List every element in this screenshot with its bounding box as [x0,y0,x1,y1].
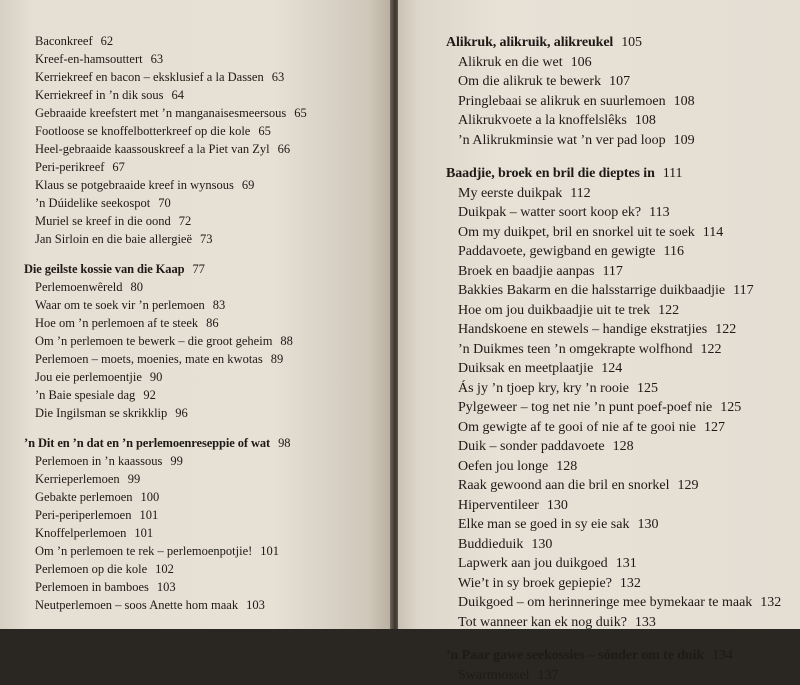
entry-page-number: 122 [700,342,721,357]
entry-title: ’n Alikrukminsie wat ’n ver pad loop [458,133,666,148]
toc-entry [35,560,307,578]
entry-page-number: 103 [157,580,176,594]
entry-title: Perlemoen in ’n kaassous [35,454,162,468]
entry-title: Perlemoenwêreld [35,280,122,294]
toc-entry [35,158,307,176]
section-page-number: 98 [278,436,290,450]
toc-entry [35,368,307,386]
entry-page-number: 96 [175,406,188,420]
section-heading [24,260,307,278]
entry-page-number: 116 [664,244,684,259]
entry-title: Klaus se potgebraaide kreef in wynsous [35,178,234,192]
entry-title: Bakkies Bakarm en die halsstarrige duikbaadjie [458,283,725,298]
entry-title: Om die alikruk te bewerk [458,74,601,89]
left-table-of-contents [24,32,307,614]
entry-page-number: 137 [538,668,559,683]
entry-title: Die Ingilsman se skrikklip [35,406,167,420]
toc-entry [35,212,307,230]
section-page-number: 105 [621,35,642,50]
toc-section [24,32,307,248]
entry-title: Buddieduik [458,537,523,552]
entry-page-number: 101 [134,526,153,540]
entry-page-number: 73 [200,232,213,246]
entry-title: Lapwerk aan jou duikgoed [458,556,608,571]
section-title: Baadjie, broek en bril die dieptes in [446,166,655,181]
entry-title: Ás jy ’n tjoep kry, kry ’n rooie [458,381,629,396]
entry-page-number: 62 [101,34,114,48]
entry-title: Kerriekreef in ’n dik sous [35,88,163,102]
entry-title: Swartmossel [458,668,530,683]
toc-entry [35,404,307,422]
entry-title: Jou eie perlemoentjie [35,370,142,384]
toc-entry [35,314,307,332]
entry-page-number: 83 [213,298,226,312]
toc-entry [458,418,781,438]
entry-page-number: 64 [171,88,184,102]
toc-entry [35,68,307,86]
entry-title: Om ’n perlemoen te bewerk – die groot geheim [35,334,272,348]
entry-title: Raak gewoond aan die bril en snorkel [458,478,670,493]
toc-entry [35,578,307,596]
toc-entry [35,542,307,560]
entry-page-number: 70 [158,196,171,210]
entry-page-number: 128 [556,459,577,474]
entry-page-number: 130 [547,498,568,513]
toc-entry [458,457,781,477]
entry-title: Neutperlemoen – soos Anette hom maak [35,598,238,612]
entry-page-number: 133 [635,615,656,630]
entry-title: Duiksak en meetplaatjie [458,361,593,376]
entry-title: Kreef-en-hamsouttert [35,52,143,66]
toc-entry [35,296,307,314]
toc-entry [458,262,781,282]
toc-entry [35,32,307,50]
entry-page-number: 65 [294,106,307,120]
entry-page-number: 108 [635,113,656,128]
entry-title: Om gewigte af te gooi of nie af te gooi nie [458,420,696,435]
entry-title: Baconkreef [35,34,93,48]
right-table-of-contents [446,33,781,685]
toc-entry [35,506,307,524]
entry-page-number: 80 [130,280,143,294]
entry-page-number: 101 [139,508,158,522]
toc-entry [35,278,307,296]
toc-entry [458,301,781,321]
entry-title: Hiperventileer [458,498,539,513]
entry-title: ’n Baie spesiale dag [35,388,135,402]
toc-entry [458,613,781,633]
toc-entry [35,140,307,158]
toc-section [446,646,781,685]
entry-page-number: 132 [620,576,641,591]
section-title: ’n Dit en ’n dat en ’n perlemoenreseppie of wat [24,436,270,450]
entry-page-number: 125 [720,400,741,415]
section-heading [24,434,307,452]
toc-entry [35,524,307,542]
toc-entry [458,574,781,594]
entry-list [458,53,781,151]
entry-title: Pylgeweer – tog net nie ’n punt poef-poef nie [458,400,712,415]
entry-list [458,184,781,633]
entry-title: Handskoene en stewels – handige ekstratjies [458,322,707,337]
entry-page-number: 102 [155,562,174,576]
entry-page-number: 69 [242,178,255,192]
entry-title: Perlemoen in bamboes [35,580,149,594]
toc-entry [35,86,307,104]
entry-page-number: 103 [246,598,265,612]
entry-page-number: 90 [150,370,163,384]
toc-entry [458,53,781,73]
entry-page-number: 122 [715,322,736,337]
entry-page-number: 99 [128,472,141,486]
toc-section [24,434,307,614]
entry-page-number: 63 [151,52,164,66]
entry-page-number: 124 [601,361,622,376]
entry-page-number: 101 [260,544,279,558]
toc-entry [458,359,781,379]
toc-entry [458,320,781,340]
toc-entry [458,340,781,360]
entry-title: Hoe om jou duikbaadjie uit te trek [458,303,650,318]
entry-list [35,452,307,614]
entry-title: Duikgoed – om herinneringe mee bymekaar te maak [458,595,752,610]
toc-entry [458,515,781,535]
toc-entry [458,223,781,243]
entry-title: Jan Sirloin en die baie allergieë [35,232,192,246]
toc-entry [458,398,781,418]
entry-page-number: 130 [531,537,552,552]
toc-section [24,260,307,422]
toc-entry [458,379,781,399]
entry-title: Alikruk en die wet [458,55,563,70]
toc-section [446,33,781,150]
left-page [0,0,392,629]
toc-entry [458,281,781,301]
toc-section [446,164,781,632]
entry-title: Knoffelperlemoen [35,526,126,540]
entry-page-number: 99 [170,454,183,468]
entry-title: Alikrukvoete a la knoffelslêks [458,113,627,128]
toc-entry [35,350,307,368]
entry-title: Gebraaide kreefstert met ’n manganaisesmeersous [35,106,286,120]
toc-entry [458,92,781,112]
entry-page-number: 129 [678,478,699,493]
section-heading [446,33,781,53]
entry-title: Elke man se goed in sy eie sak [458,517,629,532]
toc-entry [458,535,781,555]
entry-page-number: 128 [613,439,634,454]
entry-page-number: 122 [658,303,679,318]
section-page-number: 111 [663,166,683,181]
entry-page-number: 88 [280,334,293,348]
entry-page-number: 65 [258,124,271,138]
entry-page-number: 130 [637,517,658,532]
entry-page-number: 92 [143,388,156,402]
entry-title: Duikpak – watter soort koop ek? [458,205,641,220]
entry-page-number: 100 [141,490,160,504]
entry-page-number: 132 [760,595,781,610]
entry-title: Duik – sonder paddavoete [458,439,605,454]
entry-title: Broek en baadjie aanpas [458,264,594,279]
entry-title: Oefen jou longe [458,459,548,474]
toc-entry [35,452,307,470]
entry-page-number: 108 [674,94,695,109]
entry-title: Perlemoen – moets, moenies, mate en kwotas [35,352,263,366]
toc-entry [35,50,307,68]
toc-entry [458,476,781,496]
section-title: Die geilste kossie van die Kaap [24,262,184,276]
section-heading [446,164,781,184]
entry-list [35,32,307,248]
entry-title: Tot wanneer kan ek nog duik? [458,615,627,630]
toc-entry [35,488,307,506]
entry-title: Paddavoete, gewigband en gewigte [458,244,656,259]
section-page-number: 134 [712,648,733,663]
entry-page-number: 117 [602,264,622,279]
entry-page-number: 72 [179,214,192,228]
toc-entry [458,131,781,151]
entry-page-number: 113 [649,205,669,220]
entry-title: Kerriekreef en bacon – eksklusief a la Dassen [35,70,264,84]
toc-entry [35,104,307,122]
toc-entry [35,596,307,614]
entry-title: ’n Dúidelike seekospot [35,196,150,210]
entry-page-number: 107 [609,74,630,89]
section-title: ’n Paar gawe seekossies – sónder om te duik [446,648,704,663]
entry-title: Footloose se knoffelbotterkreef op die kole [35,124,250,138]
toc-entry [35,470,307,488]
section-heading [446,646,781,666]
entry-page-number: 67 [112,160,125,174]
entry-title: Wie’t in sy broek gepiepie? [458,576,612,591]
entry-page-number: 125 [637,381,658,396]
toc-entry [35,176,307,194]
toc-entry [35,122,307,140]
toc-entry [458,72,781,92]
section-page-number: 77 [192,262,204,276]
toc-entry [458,593,781,613]
toc-entry [35,194,307,212]
toc-entry [458,203,781,223]
entry-page-number: 127 [704,420,725,435]
entry-page-number: 117 [733,283,753,298]
toc-entry [458,242,781,262]
entry-title: Hoe om ’n perlemoen af te steek [35,316,198,330]
section-title: Alikruk, alikruik, alikreukel [446,35,613,50]
entry-page-number: 106 [571,55,592,70]
entry-page-number: 86 [206,316,219,330]
entry-page-number: 131 [616,556,637,571]
toc-entry [35,386,307,404]
toc-entry [458,184,781,204]
entry-page-number: 63 [272,70,285,84]
entry-page-number: 89 [271,352,284,366]
entry-title: Heel-gebraaide kaassouskreef a la Piet van Zyl [35,142,270,156]
toc-entry [458,111,781,131]
entry-title: Pringlebaai se alikruk en suurlemoen [458,94,666,109]
toc-entry [458,496,781,516]
entry-title: Waar om te soek vir ’n perlemoen [35,298,205,312]
entry-title: Kerrieperlemoen [35,472,120,486]
entry-title: Perlemoen op die kole [35,562,147,576]
entry-list [458,666,781,685]
entry-title: Om my duikpet, bril en snorkel uit te soek [458,225,695,240]
entry-page-number: 112 [570,186,590,201]
entry-title: Muriel se kreef in die oond [35,214,171,228]
toc-entry [458,437,781,457]
entry-title: Gebakte perlemoen [35,490,133,504]
entry-title: Om ’n perlemoen te rek – perlemoenpotjie! [35,544,252,558]
entry-list [35,278,307,422]
entry-title: Peri-perikreef [35,160,104,174]
toc-entry [458,554,781,574]
entry-title: ’n Duikmes teen ’n omgekrapte wolfhond [458,342,692,357]
toc-entry [35,230,307,248]
right-page [398,0,800,629]
entry-title: My eerste duikpak [458,186,562,201]
entry-title: Peri-periperlemoen [35,508,131,522]
entry-page-number: 114 [703,225,723,240]
toc-entry [35,332,307,350]
toc-entry [458,666,781,685]
entry-page-number: 109 [674,133,695,148]
entry-page-number: 66 [278,142,291,156]
